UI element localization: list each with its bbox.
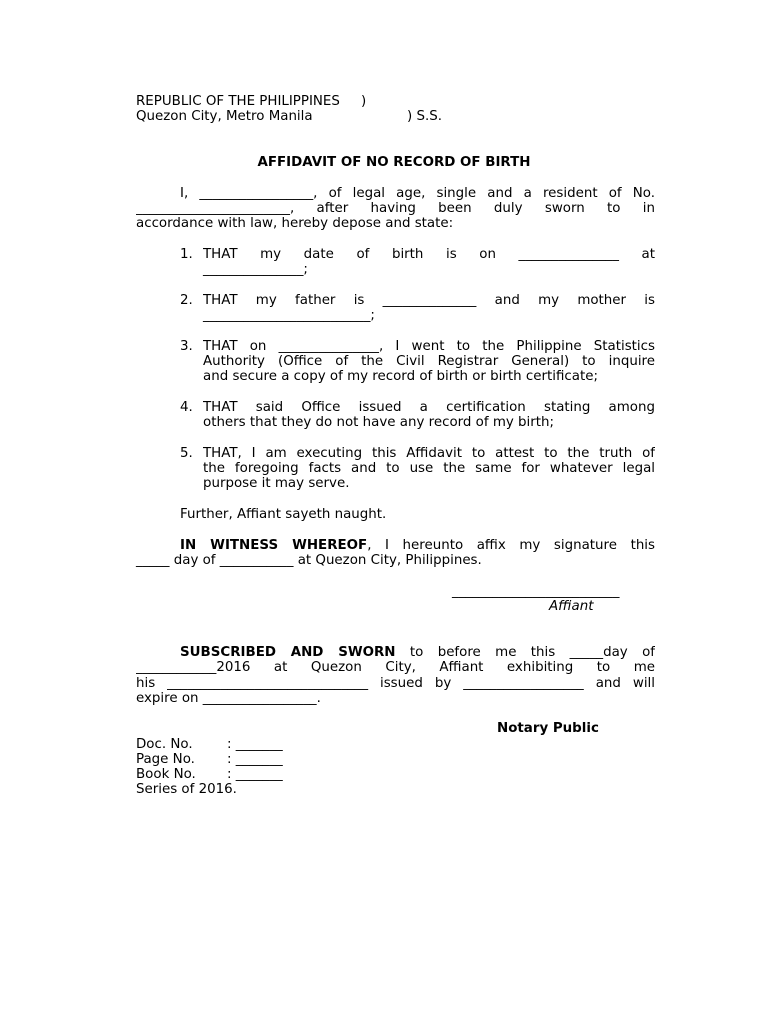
item-number: 5. — [180, 446, 193, 461]
jurat-line: his ______________________________ issued by __________________ and will — [136, 676, 655, 691]
item-line: _________________________; — [203, 308, 375, 323]
affiant-label: Affiant — [549, 599, 594, 614]
signature-line: _________________________ — [452, 584, 620, 599]
doc-no-label: Doc. No. — [136, 737, 193, 752]
item-line: THAT on _______________, I went to the Philippine Statistics — [203, 339, 655, 354]
header-paren: ) — [361, 94, 367, 109]
item-number: 4. — [180, 400, 193, 415]
jurat-heading: SUBSCRIBED AND SWORN — [180, 645, 396, 660]
header-ss: ) S.S. — [407, 109, 442, 124]
intro-line: I, _________________, of legal age, single and a resident of No. — [180, 186, 655, 201]
header-republic: REPUBLIC OF THE PHILIPPINES — [136, 94, 340, 109]
further-statement: Further, Affiant sayeth naught. — [180, 507, 387, 522]
item-line: purpose it may serve. — [203, 476, 350, 491]
item-line: Authority (Office of the Civil Registrar General) to inquire — [203, 354, 655, 369]
jurat-line: expire on _________________. — [136, 691, 321, 706]
jurat-text: to before me this _____day of — [395, 645, 655, 660]
intro-line: _______________________, after having been duly sworn to in — [136, 201, 655, 216]
item-number: 3. — [180, 339, 193, 354]
item-line: THAT, I am executing this Affidavit to attest to the truth of — [203, 446, 655, 461]
item-line: others that they do not have any record of my birth; — [203, 415, 555, 430]
page-no-value: : _______ — [227, 752, 283, 767]
item-line: THAT my date of birth is on _______________ at — [203, 247, 655, 262]
witness-heading: IN WITNESS WHEREOF — [180, 538, 368, 553]
book-no-value: : _______ — [227, 767, 283, 782]
witness-text: , I hereunto affix my signature this — [367, 538, 655, 553]
item-number: 2. — [180, 293, 193, 308]
witness-line: _____ day of ___________ at Quezon City, Philippines. — [136, 553, 482, 568]
jurat-line: ____________2016 at Quezon City, Affiant exhibiting to me — [136, 660, 655, 675]
item-line: the foregoing facts and to use the same for whatever legal — [203, 461, 655, 476]
item-line: THAT my father is ______________ and my mother is — [203, 293, 655, 308]
document-title: AFFIDAVIT OF NO RECORD OF BIRTH — [257, 155, 531, 170]
intro-line: accordance with law, hereby depose and state: — [136, 216, 454, 231]
item-line: and secure a copy of my record of birth or birth certificate; — [203, 369, 598, 384]
header-location: Quezon City, Metro Manila — [136, 109, 313, 124]
book-no-label: Book No. — [136, 767, 196, 782]
doc-no-value: : _______ — [227, 737, 283, 752]
witness-line — [180, 538, 655, 553]
series-label: Series of 2016. — [136, 782, 237, 797]
item-line: THAT said Office issued a certification stating among — [203, 400, 655, 415]
item-line: _______________; — [203, 262, 308, 277]
jurat-line — [180, 645, 655, 660]
item-number: 1. — [180, 247, 193, 262]
notary-public-label: Notary Public — [497, 721, 599, 736]
page-no-label: Page No. — [136, 752, 195, 767]
